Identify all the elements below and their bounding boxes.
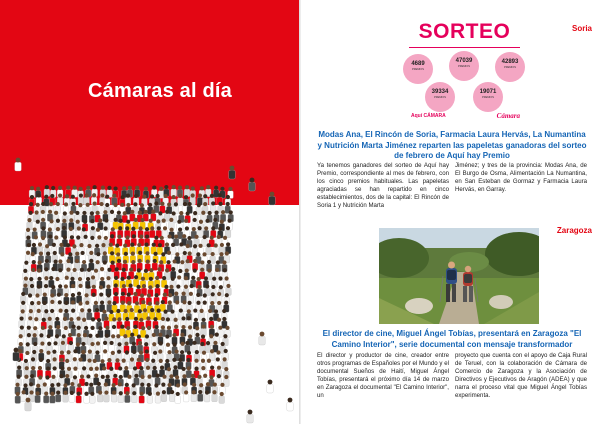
crowd-person <box>186 366 192 378</box>
badge-number: 42893 <box>501 59 519 65</box>
crowd-person <box>175 392 181 404</box>
crowd-person <box>50 392 56 404</box>
crowd-person <box>171 185 177 197</box>
crowd-person <box>206 243 212 255</box>
crowd-person <box>118 391 124 403</box>
crowd-person <box>13 348 20 361</box>
crowd-person <box>155 374 161 386</box>
crowd-person <box>212 390 218 402</box>
crowd-person <box>15 158 22 171</box>
badge-number: 4689 <box>411 61 425 67</box>
sorteo-badge <box>425 82 455 112</box>
crowd-person <box>191 390 197 402</box>
crowd-person <box>149 226 155 238</box>
crowd-person <box>76 392 82 404</box>
crowd-person <box>249 178 256 191</box>
crowd-person <box>173 365 179 377</box>
badge-caption: PREMIOS <box>482 96 494 99</box>
sorteo-title: SORTEO <box>418 20 511 43</box>
crowd-person <box>201 324 207 336</box>
crowd-person <box>247 410 254 423</box>
crowd-person <box>155 392 161 404</box>
sorteo-graphic <box>397 18 532 126</box>
crowd-person <box>15 392 21 404</box>
crowd-person <box>267 380 274 393</box>
crowd-person <box>177 227 183 239</box>
crowd-person <box>60 341 66 353</box>
badge-number: 39334 <box>431 89 449 95</box>
article-body-soria-col1: Ya tenemos ganadores del sorteo de Aquí hay Premio, correspondiente al mes de febrero, con los cinco premios habituales. Las papeletas agraciadas se han repartido en cinco establecimientos, dos de la capital: El Rincón de Soria 1 y Nutrición Marta <box>317 162 449 209</box>
crowd-person <box>259 332 266 345</box>
crowd-person <box>69 391 75 403</box>
crowd-person <box>25 398 32 411</box>
crowd-person <box>197 390 203 402</box>
crowd-person <box>131 391 137 403</box>
crowd-person <box>129 308 135 320</box>
crowd-person <box>137 341 143 353</box>
aqui-camara-logo: Aquí CÁMARA <box>411 113 446 119</box>
crowd-illustration <box>0 150 300 424</box>
badge-number: 47039 <box>455 58 473 64</box>
camara-logo: Cámara <box>496 112 520 120</box>
article-body-zaragoza-col1: El director y productor de cine, creador entre otros programas de Españoles por el Mundo y el documental Sueños de Haití, Miguel Ángel Tobías, presentará el próximo día 14 de marzo en Zaragoza el documental "El Camino Interior", un <box>317 352 449 399</box>
crowd-person <box>162 226 168 238</box>
crowd-person <box>83 235 89 247</box>
crowd-person <box>104 390 110 402</box>
crowd-person <box>109 341 115 353</box>
crowd-person <box>161 390 167 402</box>
right-page <box>301 0 600 424</box>
sorteo-badge <box>473 82 503 112</box>
crowd-person <box>97 390 103 402</box>
sorteo-badge <box>495 52 525 82</box>
sorteo-badge <box>449 51 479 81</box>
crowd-person <box>35 391 41 403</box>
crowd-person <box>147 392 153 404</box>
crowd-person <box>183 390 189 402</box>
crowd-person <box>169 390 175 402</box>
crowd-person <box>90 392 96 404</box>
crowd-person <box>269 192 276 205</box>
crowd-person <box>170 243 176 255</box>
badge-caption: PREMIOS <box>434 96 446 99</box>
badge-number: 19071 <box>479 89 497 95</box>
region-label-zaragoza: Zaragoza <box>556 226 592 235</box>
crowd-person <box>94 308 100 320</box>
section-title: Cámaras al día <box>88 80 232 102</box>
region-label-soria: Soria <box>571 24 592 33</box>
crowd-person <box>76 292 82 304</box>
crowd-person <box>139 392 145 404</box>
article-body-soria-col2: Jiménez; y tres de la provincia: Modas Ana, de El Burgo de Osma, Alimentación La Numantina, en San Esteban de Gormaz y Farmacia Laura Hervás, en Garray. <box>455 162 587 193</box>
crowd-person <box>184 185 190 197</box>
crowd-person <box>63 391 69 403</box>
crowd-person <box>111 390 117 402</box>
sorteo-divider <box>409 47 520 48</box>
crowd-person <box>21 390 27 402</box>
crowd-person <box>229 166 236 179</box>
crowd-person <box>219 392 225 404</box>
crowd-person <box>55 390 61 402</box>
crowd-person <box>84 392 90 404</box>
crowd-person <box>202 235 208 247</box>
crowd-person <box>204 390 210 402</box>
article-headline-zaragoza: El director de cine, Miguel Ángel Tobías, presentará en Zaragoza "El Camino Interior", serie documental con mensaje transformador <box>322 329 582 349</box>
crowd-person <box>102 349 108 361</box>
crowd-person <box>169 218 175 230</box>
hikers-photo <box>379 228 539 324</box>
badge-caption: PREMIOS <box>504 66 516 69</box>
badge-caption: PREMIOS <box>412 68 424 71</box>
badge-caption: PREMIOS <box>458 65 470 68</box>
article-headline-soria: Modas Ana, El Rincón de Soria, Farmacia Laura Hervás, La Numantina y Nutrición Marta Jiménez reparten las papeletas ganadoras del sorteo de febrero de Aquí hay Premio <box>317 130 587 160</box>
article-body-zaragoza-col2: proyecto que cuenta con el apoyo de Caja Rural de Teruel, con la colaboración de Cámara de Comercio de Zaragoza y la Asociación de Directivos y Ejecutivos de Aragón (ADEA) y que narra el proceso vital que Miguel Ángel Tobías experimenta. <box>455 352 587 399</box>
crowd-person <box>185 341 191 353</box>
crowd-person <box>177 194 183 206</box>
sorteo-badge <box>403 54 433 84</box>
crowd-person <box>287 398 294 411</box>
crowd-person <box>124 391 130 403</box>
crowd-person <box>43 391 49 403</box>
